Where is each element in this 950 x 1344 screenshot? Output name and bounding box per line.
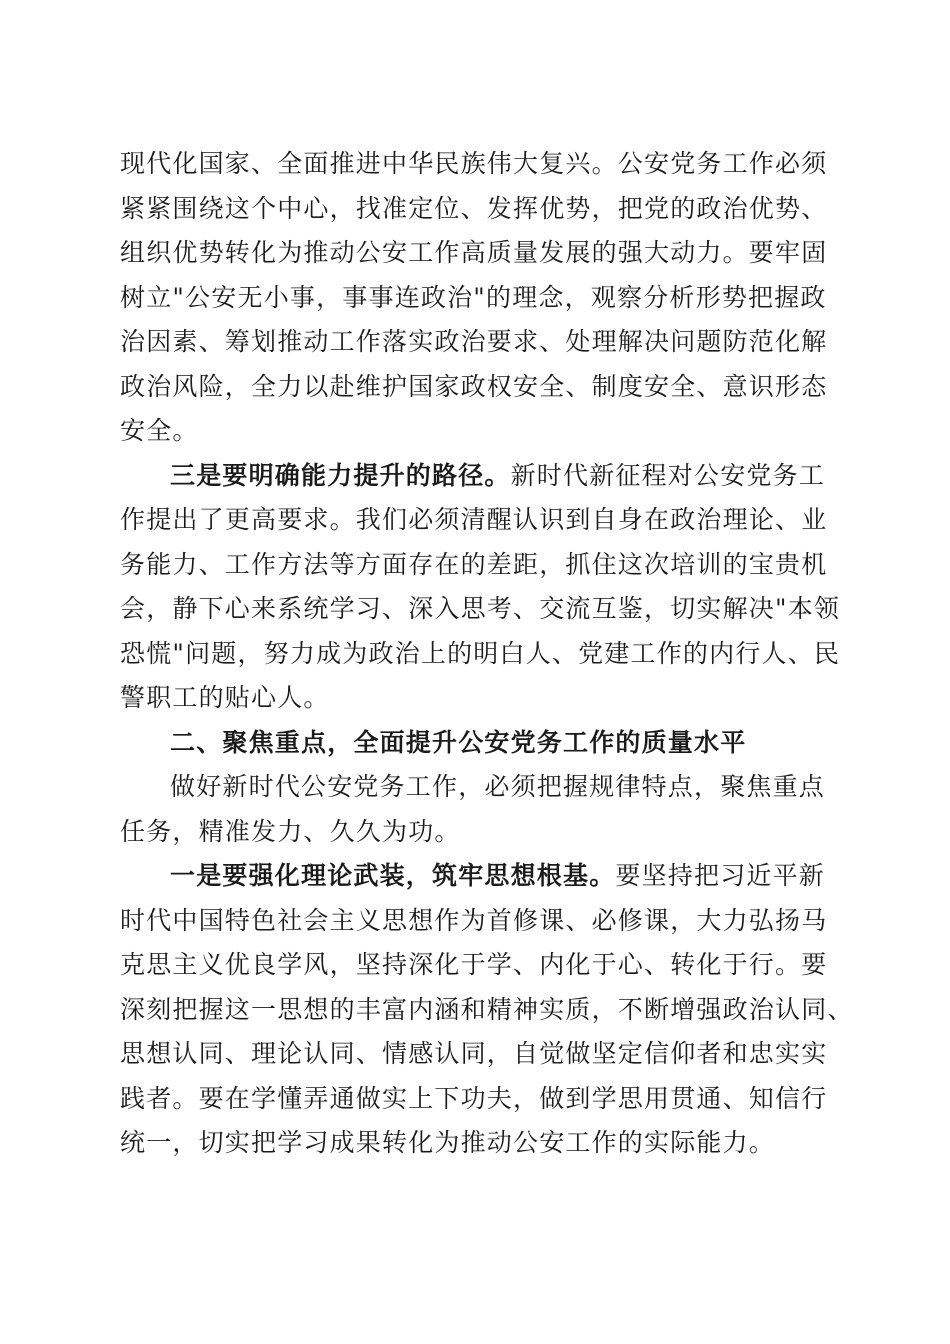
text-line-rest: 要坚持把习近平新 <box>615 861 826 890</box>
text-line: 思想认同、理论认同、情感认同，自觉做坚定信仰者和忠实实 <box>120 1039 828 1068</box>
text-line: 紧紧围绕这个中心，找准定位、发挥优势，把党的政治优势、 <box>120 193 828 223</box>
text-line: 安全。 <box>120 416 199 445</box>
paragraph-capability-path <box>120 454 841 721</box>
paragraph-intro <box>120 765 830 854</box>
text-line: 会，静下心来系统学习、深入思考、交流互鉴，切实解决"本领 <box>120 594 841 623</box>
paragraph-theory-arming <box>120 854 854 1166</box>
section-heading <box>120 721 830 766</box>
text-line: 作提出了更高要求。我们必须清醒认识到自身在政治理论、业 <box>120 505 828 534</box>
text-line <box>120 854 830 899</box>
text-line <box>120 454 830 499</box>
text-line: 组织优势转化为推动公安工作高质量发展的强大动力。要牢固 <box>120 238 828 267</box>
text-line-rest: 新时代新征程对公安党务工 <box>510 460 826 490</box>
paragraph-lead: 三是要明确能力提升的路径。 <box>170 460 511 490</box>
text-line: 务能力、工作方法等方面存在的差距，抓住这次培训的宝贵机 <box>120 549 828 579</box>
section-heading-text: 二、聚焦重点，全面提升公安党务工作的质量水平 <box>170 727 747 757</box>
text-line: 统一，切实把学习成果转化为推动公安工作的实际能力。 <box>120 1128 776 1157</box>
paragraph-lead: 一是要强化理论武装，筑牢思想根基。 <box>170 861 616 890</box>
text-line: 做好新时代公安党务工作，必须把握规律特点，聚焦重点 <box>170 772 826 801</box>
text-line: 恐慌"问题，努力成为政治上的明白人、党建工作的内行人、民 <box>120 638 841 668</box>
text-line: 治因素、筹划推动工作落实政治要求、处理解决问题防范化解 <box>120 327 828 356</box>
text-line: 克思主义优良学风，坚持深化于学、内化于心、转化于行。要 <box>120 950 828 979</box>
paragraph-continuation <box>120 142 830 454</box>
text-line: 现代化国家、全面推进中华民族伟大复兴。公安党务工作必须 <box>120 149 828 178</box>
text-line: 政治风险，全力以赴维护国家政权安全、制度安全、意识形态 <box>120 371 828 401</box>
document-body <box>120 142 854 1166</box>
text-line: 深刻把握这一思想的丰富内涵和精神实质，不断增强政治认同、 <box>120 994 854 1024</box>
text-line: 践者。要在学懂弄通做实上下功夫，做到学思用贯通、知信行 <box>120 1083 828 1113</box>
text-line: 任务，精准发力、久久为功。 <box>120 816 461 846</box>
text-line: 树立"公安无小事，事事连政治"的理念，观察分析形势把握政 <box>120 282 827 312</box>
text-line: 警职工的贴心人。 <box>120 683 330 712</box>
text-line: 时代中国特色社会主义思想作为首修课、必修课，大力弘扬马 <box>120 905 828 935</box>
